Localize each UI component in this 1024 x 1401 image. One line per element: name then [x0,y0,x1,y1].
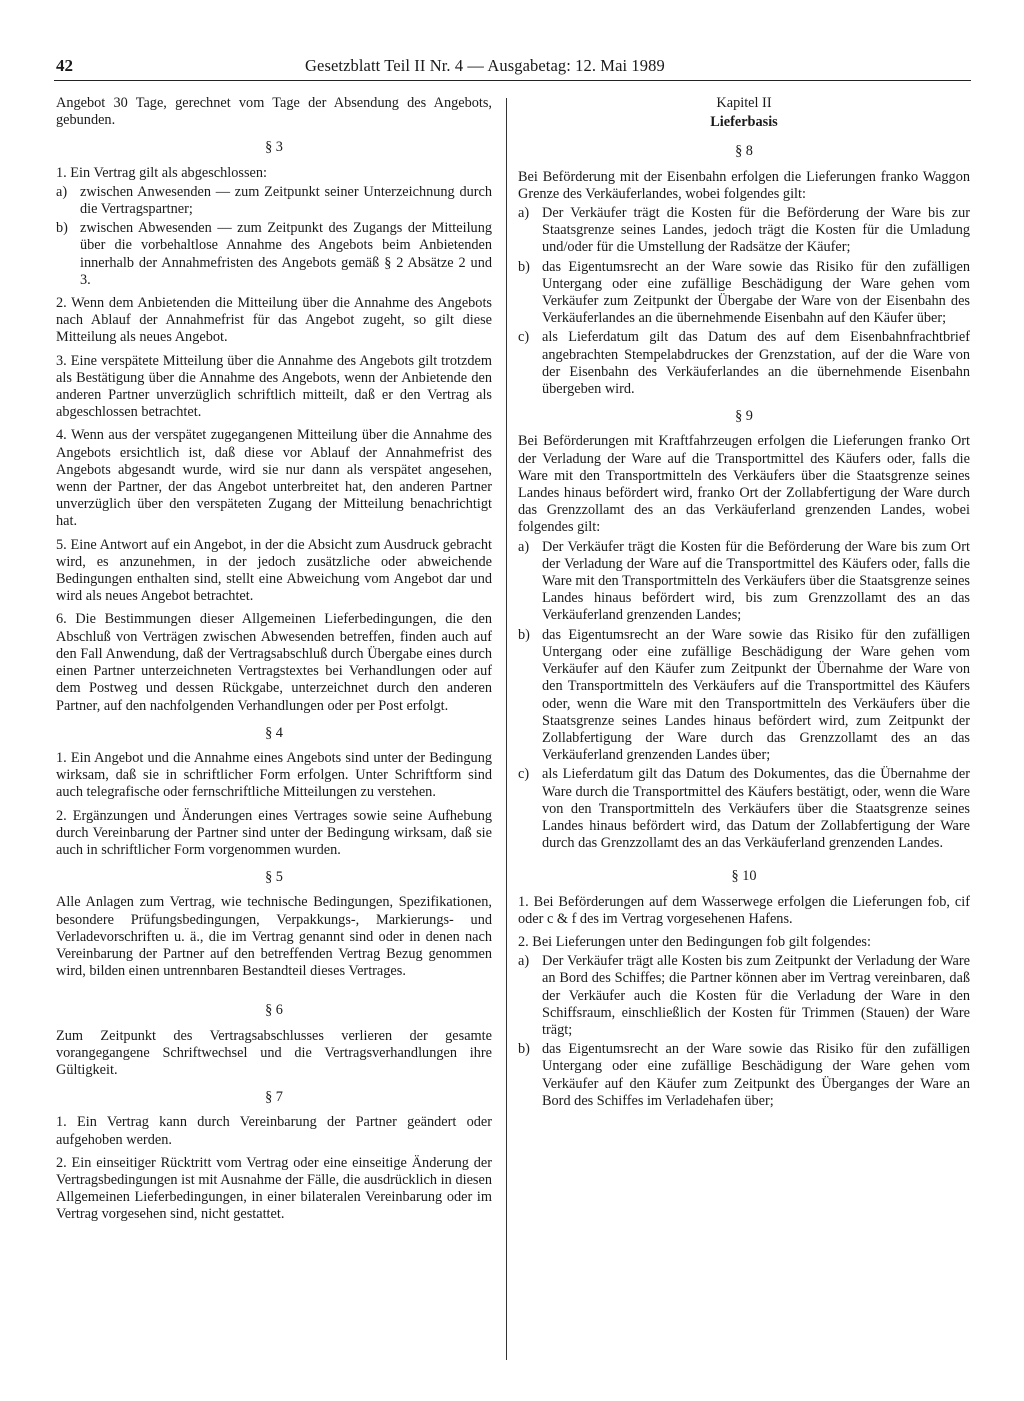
paragraph: 2. Bei Lieferungen unter den Bedingungen fob gilt folgendes: [518,933,871,950]
column-divider [506,98,507,1360]
page-number: 42 [56,56,73,75]
section-heading: § 9 [735,408,753,425]
paragraph: 1. Bei Beförderungen auf dem Wasserwege erfolgen die Lieferungen fob, cif oder c & f des im Vertrag vorgesehenen Hafens. [518,893,970,927]
paragraph: 1. Ein Vertrag kann durch Vereinbarung der Partner geändert oder aufgehoben werden. [56,1114,492,1148]
paragraph: 1. Ein Angebot und die Annahme eines Angebots sind unter der Bedingung wirksam, daß sie in schriftlicher Form erfolgen. Unter Schriftform sind auch telegrafische oder fernschriftliche Mitteilungen zu verstehen. [56,749,492,801]
list-marker: b) [518,1041,530,1058]
list-item [518,1041,970,1110]
paragraph: Zum Zeitpunkt des Vertragsabschlusses verlieren der gesamte vorangegangene Schriftwechsel und die Vertragsverhandlungen ihre Gültigkeit. [56,1027,492,1078]
left-column [56,95,492,1230]
list-marker: a) [518,538,530,555]
paragraph: Angebot 30 Tage, gerechnet vom Tage der Absendung des Angebots, gebunden. [56,95,492,129]
list-item-text: als Lieferdatum gilt das Datum des auf dem Eisenbahnfrachtbrief angebrachten Stempelabdruckes der Grenzstation, auf der die Ware von der Eisenbahn des Verkäuferlandes an die übernehmende Eisenbahn übergeben wird. [542,329,970,398]
running-head: Gesetzblatt Teil II Nr. 4 — Ausgabetag: 12. Mai 1989 [305,56,665,75]
list-item [56,184,492,218]
header-rule [54,80,971,81]
list-item [518,953,970,1039]
paragraph: 4. Wenn aus der verspätet zugegangenen Mitteilung über die Annahme des Angebots ersichtlich ist, daß diese vor Ablauf der Annahmefrist des Angebots abgesandt wurde, wird sie nur dann als verspätet angesehen, wenn der Partner, der das Angebot unterbreitet hat, den anderen Partner unverzüglich über den verspäteten Zugang der Mitteilung benachrichtigt hat. [56,427,492,530]
section-heading: § 5 [265,869,283,886]
paragraph: 2. Wenn dem Anbietenden die Mitteilung über die Annahme des Angebots nach Ablauf der Annahmefrist für das Angebot zugeht, so gilt diese Mitteilung als neues Angebot. [56,295,492,346]
list-item [518,627,970,765]
list-item [518,539,970,625]
section-heading: § 3 [265,139,283,156]
list-item [518,766,970,852]
chapter-heading: Kapitel II [716,95,772,111]
section-heading: § 4 [265,724,283,741]
paragraph: Bei Beförderung mit der Eisenbahn erfolgen die Lieferungen franko Waggon Grenze des Verkäuferlandes, wobei folgendes gilt: [518,168,970,202]
list-marker: a) [518,205,530,222]
paragraph: 3. Eine verspätete Mitteilung über die Annahme des Angebots gilt trotzdem als Bestätigung über die Annahme des Angebots, wenn der Anbietende den anderen Partner unverzüglich schriftlich mitteilt, daß er den Vertrag als abgeschlossen betrachtet. [56,352,492,421]
list-marker: c) [518,329,530,346]
list-item [56,220,492,289]
list-item [518,259,970,328]
section-heading: § 10 [731,868,757,885]
list-item-text: das Eigentumsrecht an der Ware sowie das Risiko für den zufälligen Untergang oder eine zufällige Beschädigung der Ware gehen vom Verkäufer zum Zeitpunkt der Übergabe der Ware von der Eisenbahn des Verkäuferlandes an die übernehmende Eisenbahn auf den Käufer über; [542,258,970,327]
paragraph: 2. Ergänzungen und Änderungen eines Vertrages sowie seine Aufhebung durch Vereinbarung der Partner sind unter der Bedingung wirksam, daß sie auch in schriftlicher Form vorgenommen wurden. [56,807,492,858]
list-item [518,205,970,257]
list-item [518,329,970,398]
list-item-text: Der Verkäufer trägt alle Kosten bis zum Zeitpunkt der Verladung der Ware an Bord des Schiffes; die Partner können aber im Vertrag vereinbaren, daß der Verkäufer auch die Kosten für die Verladung der Ware in den Schiffsraum, einschließlich der Kosten für Trimmen (Stauen) der Ware trägt; [542,953,970,1038]
list-item-text: das Eigentumsrecht an der Ware sowie das Risiko für den zufälligen Untergang oder eine zufällige Beschädigung der Ware gehen vom Verkäufer auf den Käufer zum Zeitpunkt der Übernahme der Ware von den Transportmitteln des Verkäufers auf die Transportmittel des Käufers oder, wenn die Ware mit den Transportmitteln des Verkäufers über die Staatsgrenze seines Landes hinaus befördert wird, zum Zeitpunkt der Zollabfertigung der Ware durch das Grenzzollamt des an das Verkäuferland grenzenden Landes über; [542,626,970,764]
list-item-text: zwischen Abwesenden — zum Zeitpunkt des Zugangs der Mitteilung über die vorbehaltlose Annahme des Angebots beim Anbietenden innerhalb der Annahmefristen des Angebots gemäß § 2 Absätze 2 und 3. [80,220,492,288]
paragraph: Bei Beförderungen mit Kraftfahrzeugen erfolgen die Lieferungen franko Ort der Verladung der Ware auf die Transportmittel des Käufers oder, falls die Ware mit den Transportmitteln des Verkäufers über die Staatsgrenze seines Landes hinaus befördert wird, franko Ort der Zollabfertigung der Ware durch das Grenzzollamt des an das Verkäuferland grenzenden Landes, wobei folgendes gilt: [518,433,970,536]
paragraph: 5. Eine Antwort auf ein Angebot, in der die Absicht zum Ausdruck gebracht wird, es anzunehmen, in der jedoch zusätzliche oder abweichende Bedingungen enthalten sind, stellt eine Abweichung vom Angebot dar und wird als neues Angebot betrachtet. [56,536,492,605]
list-marker: a) [56,183,68,200]
list-item-text: als Lieferdatum gilt das Datum des Dokumentes, das die Übernahme der Ware durch die Transportmittel des Käufers bestätigt, oder, wenn die Ware von den Transportmitteln des Verkäufers über die Staatsgrenze seines Landes hinaus befördert wird, das Datum der Zollabfertigung der Ware durch das Grenzzollamt des an das Verkäuferland grenzenden Landes. [542,766,970,852]
section-heading: § 6 [265,1002,283,1019]
paragraph: Alle Anlagen zum Vertrag, wie technische Bedingungen, Spezifikationen, besondere Prüfungsbedingungen, Verpakkungs-, Markierungs- und Verladevorschriften u. ä., die im Vertrag genannt sind oder in denen nach Vereinbarung der Partner auf den betreffenden Vertrag Bezug genommen wird, bilden einen untrennbaren Bestandteil dieses Vertrages. [56,894,492,980]
list-marker: b) [518,626,530,643]
page-header [0,56,1024,80]
list-item-text: zwischen Anwesenden — zum Zeitpunkt seiner Unterzeichnung durch die Vertragspartner; [80,183,492,218]
list-marker: b) [56,220,68,237]
right-column [518,95,970,1116]
section-heading: § 7 [265,1089,283,1106]
paragraph: 2. Ein einseitiger Rücktritt vom Vertrag oder eine einseitige Änderung der Vertragsbedingungen ist mit Ausnahme der Fälle, die ausdrücklich in diesen Allgemeinen Lieferbedingungen, in einer bilateralen Vereinbarung oder im Vertrag vorgesehen sind, nicht gestattet. [56,1154,492,1223]
paragraph: 1. Ein Vertrag gilt als abgeschlossen: [56,164,267,181]
list-item-text: Der Verkäufer trägt die Kosten für die Beförderung der Ware bis zur Staatsgrenze seines Landes, jedoch trägt die Kosten für die Umladung und/oder für die Umstellung der Radsätze der Käufer; [542,205,970,256]
list-marker: c) [518,766,530,783]
paragraph: 6. Die Bestimmungen dieser Allgemeinen Lieferbedingungen, die den Abschluß von Verträgen zwischen Abwesenden betreffen, finden auch auf den Fall Anwendung, daß der Vertragsabschluß durch Übergabe eines durch einen Partner unterzeichneten Vertragstextes bei Verhandlungen oder auf dem Postweg und dessen Rückgabe, unterzeichnet durch den anderen Partner, auf den nachfolgenden Verhandlungen oder per Post erfolgt. [56,611,492,714]
list-marker: b) [518,258,530,275]
list-item-text: das Eigentumsrecht an der Ware sowie das Risiko für den zufälligen Untergang oder eine zufällige Beschädigung der Ware gehen vom Verkäufer auf den Käufer zum Zeitpunkt des Überganges der Ware an Bord des Schiffes im Verladehafen über; [542,1041,970,1109]
section-heading: § 8 [735,143,753,160]
list-marker: a) [518,953,530,970]
list-item-text: Der Verkäufer trägt die Kosten für die Beförderung der Ware bis zum Ort der Verladung der Ware auf die Transportmittel des Käufers oder, falls die Ware mit den Transportmitteln des Verkäufers über die Staatsgrenze seines Landes hinaus befördert wird, bis zum Grenzzollamt des an das Verkäuferland grenzenden Landes; [542,538,970,624]
chapter-title: Lieferbasis [710,114,778,131]
